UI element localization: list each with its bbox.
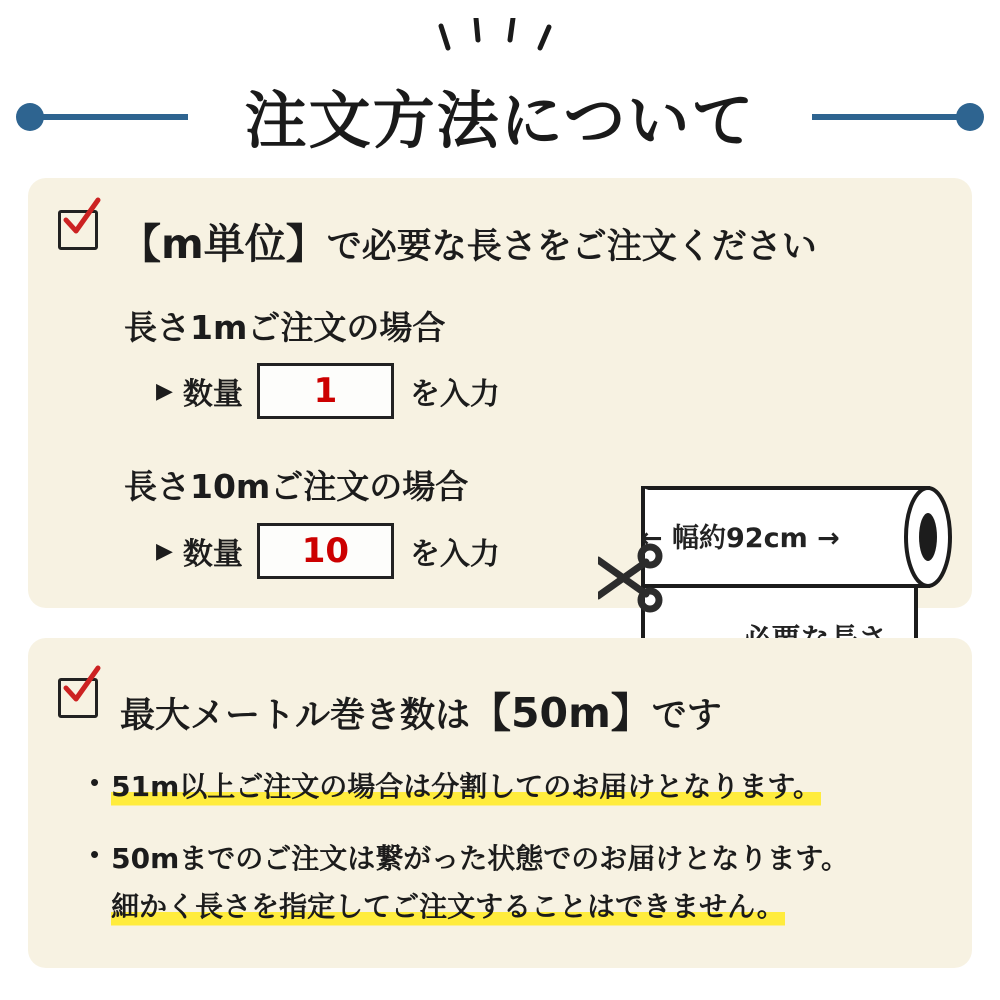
case-2-qty-field[interactable]: 10 — [257, 523, 394, 579]
section-one-heading-rest: で必要な長さをご注文ください — [326, 227, 817, 267]
bullet-marker-icon-2: • — [90, 839, 100, 869]
list-item — [90, 766, 821, 808]
case-2-label: 長さ10mご注文の場合 — [124, 467, 469, 506]
case-1-qty-row — [156, 363, 500, 419]
case-2-qty-suffix: を入力 — [409, 537, 500, 572]
section-order-unit — [28, 178, 972, 608]
sparkle-icon — [0, 18, 1000, 68]
section-two-heading-after: です — [651, 696, 722, 736]
case-2-qty-label: 数量 — [182, 537, 243, 572]
case-1-qty-label: 数量 — [182, 377, 243, 412]
section-one-heading — [120, 211, 817, 270]
bullet-2-line-1: 50mまでのご注文は繋がった状態でのお届けとなります。 — [111, 842, 850, 875]
page-title: 注文方法について — [244, 83, 756, 157]
roll-width-label: ← 幅約92cm → — [640, 523, 840, 554]
bullet-1-line-1: 51m以上ご注文の場合は分割してのお届けとなります。 — [111, 766, 821, 808]
section-two-heading — [120, 680, 722, 739]
header-rule-left — [38, 114, 188, 120]
case-1-marker-icon: ▶ — [156, 378, 173, 403]
header-dot-right — [956, 103, 984, 131]
case-2-qty-row — [156, 523, 500, 579]
check-mark-icon — [56, 196, 102, 242]
section-max-length — [28, 638, 972, 968]
page-header — [0, 70, 1000, 160]
case-1-qty-field[interactable]: 1 — [257, 363, 394, 419]
section-two-heading-before: 最大メートル巻き数は — [120, 696, 471, 736]
bullet-2-line-2: 細かく長さを指定してご注文することはできません。 — [111, 886, 785, 928]
section-two-heading-strong: 【50m】 — [470, 689, 652, 737]
check-mark-icon-2 — [56, 664, 102, 710]
case-1-qty-suffix: を入力 — [409, 377, 500, 412]
section-one-heading-strong: 【m単位】 — [120, 220, 327, 268]
header-rule-right — [812, 114, 962, 120]
bullet-2-lines — [111, 838, 849, 928]
bullet-marker-icon: • — [90, 767, 100, 797]
case-1-label: 長さ1mご注文の場合 — [124, 308, 446, 347]
list-item — [90, 838, 849, 928]
case-2-marker-icon: ▶ — [156, 538, 173, 563]
